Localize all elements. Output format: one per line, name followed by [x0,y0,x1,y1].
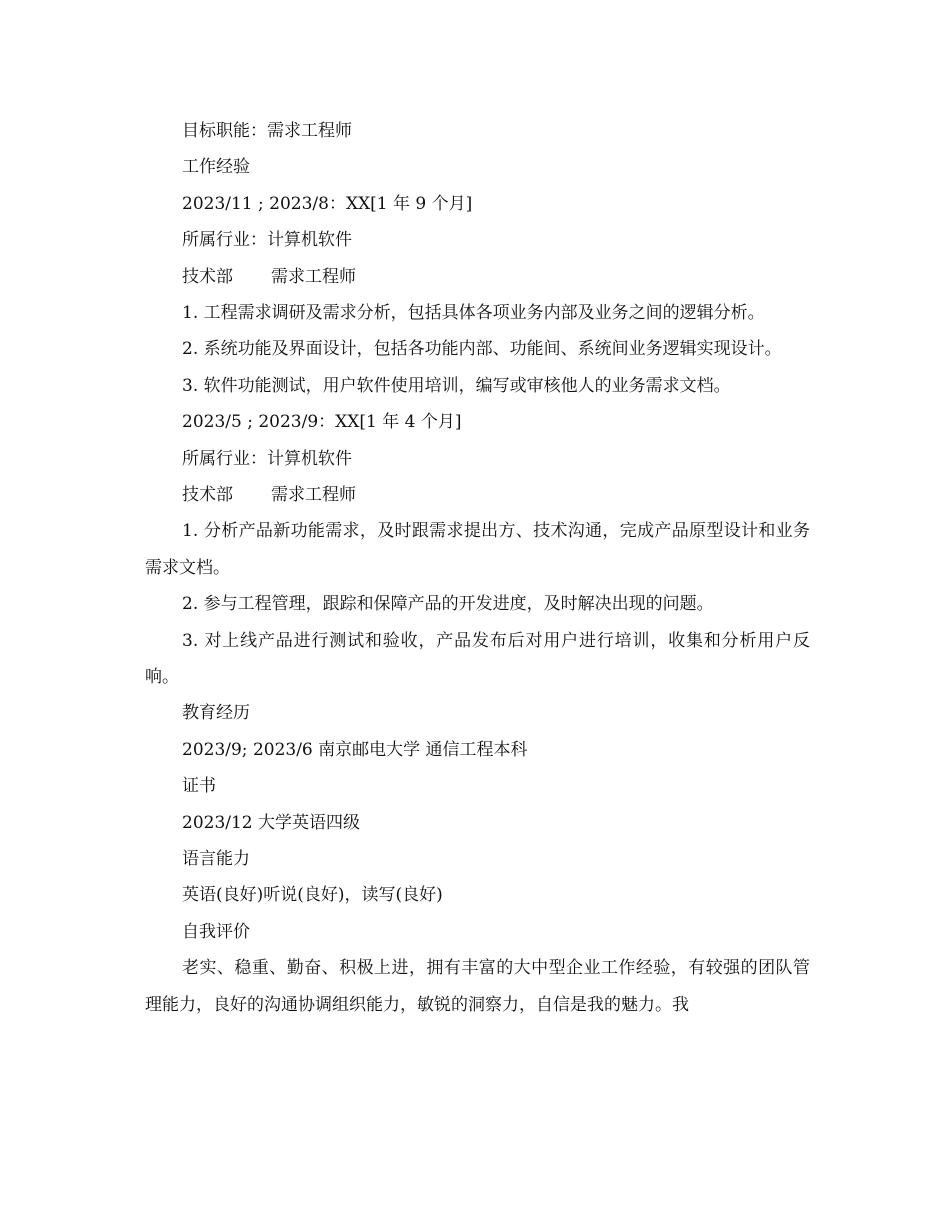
certificate-entry: 2023/12 大学英语四级 [182,812,361,833]
job-duty: 1. 工程需求调研及需求分析，包括具体各项业务内部及业务之间的逻辑分析。 [182,302,765,323]
job-department: 技术部 [182,484,233,505]
education-heading: 教育经历 [182,703,250,724]
job-industry: 所属行业：计算机软件 [182,448,352,469]
job-duty: 3. 软件功能测试，用户软件使用培训，编写或审核他人的业务需求文档。 [182,375,731,396]
resume-body [145,113,810,1023]
job-period: 2023/5 ; 2023/9：XX[1 年 4 个月] [182,412,462,433]
work-experience-heading: 工作经验 [182,157,250,178]
job-duty: 3. 对上线产品进行测试和验收，产品发布后对用户进行培训，收集和分析用户反响。 [145,630,810,687]
job-industry: 所属行业：计算机软件 [182,230,352,251]
job-department-title [145,259,810,295]
education-entry: 2023/9; 2023/6 南京邮电大学 通信工程本科 [182,739,528,760]
language-heading: 语言能力 [182,848,250,869]
job-department: 技术部 [182,266,233,287]
self-evaluation-heading: 自我评价 [182,921,250,942]
job-duty: 2. 参与工程管理，跟踪和保障产品的开发进度，及时解决出现的问题。 [182,594,714,615]
language-entry: 英语(良好)听说(良好)，读写(良好) [182,885,443,906]
self-evaluation-text: 老实、稳重、勤奋、积极上进，拥有丰富的大中型企业工作经验，有较强的团队管理能力，良好的沟通协调组织能力，敏锐的洞察力，自信是我的魅力。我 [145,958,810,1015]
job-title: 需求工程师 [271,266,356,287]
target-role: 目标职能：需求工程师 [182,121,352,141]
job-duty: 2. 系统功能及界面设计，包括各功能内部、功能间、系统间业务逻辑实现设计。 [182,339,782,360]
job-period: 2023/11 ; 2023/8：XX[1 年 9 个月] [182,193,473,214]
certificate-heading: 证书 [182,776,216,797]
job-title: 需求工程师 [271,484,356,505]
job-department-title [145,477,810,513]
job-duty: 1. 分析产品新功能需求，及时跟需求提出方、技术沟通，完成产品原型设计和业务需求文档。 [145,521,810,578]
